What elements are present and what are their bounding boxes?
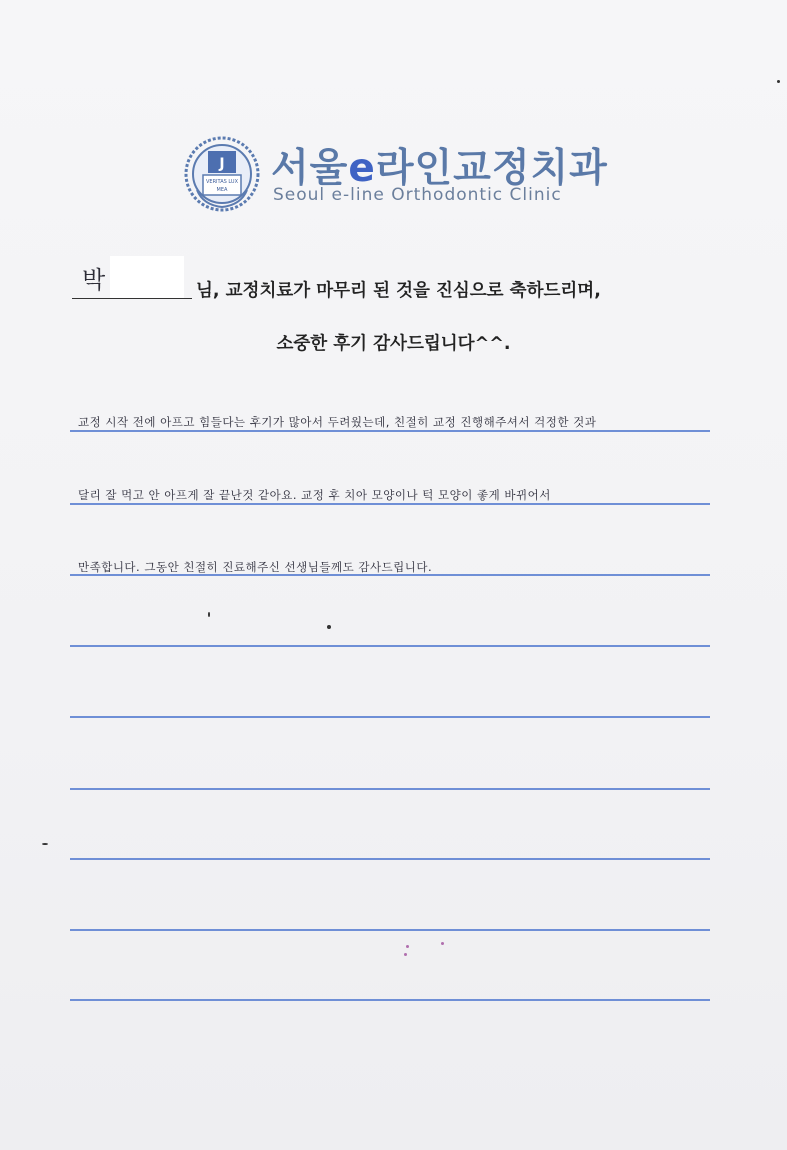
ink-dot — [208, 612, 210, 617]
ruled-line — [70, 430, 710, 432]
ink-speck — [404, 953, 407, 956]
ink-dot — [42, 843, 48, 845]
ruled-line — [70, 858, 710, 860]
greeting-text-1: 님, 교정치료가 마무리 된 것을 진심으로 축하드리며, — [196, 281, 601, 301]
ink-speck — [441, 942, 444, 945]
name-redaction — [110, 256, 184, 298]
review-text-line: 교정 시작 전에 아프고 힘들다는 후기가 많아서 두려웠는데, 친절히 교정 진행해주셔서 걱정한 것과 — [78, 415, 597, 429]
svg-text:VERITAS LUX: VERITAS LUX — [206, 179, 238, 185]
svg-text:MEA: MEA — [216, 187, 228, 193]
clinic-emblem-icon — [183, 135, 261, 213]
ruled-line — [70, 788, 710, 790]
ruled-line — [70, 503, 710, 505]
clinic-name-korean: 서울e라인교정치과 — [271, 146, 608, 191]
ruled-line — [70, 999, 710, 1001]
ruled-line — [70, 929, 710, 931]
ink-dot — [327, 625, 331, 629]
clinic-name-english: Seoul e-line Orthodontic Clinic — [273, 185, 562, 205]
name-underline — [72, 298, 192, 299]
greeting-text-2: 소중한 후기 감사드립니다^^. — [276, 334, 511, 354]
ruled-line — [70, 716, 710, 718]
patient-name-handwritten: 박 — [82, 266, 106, 294]
ink-speck — [406, 945, 409, 948]
greeting-line-1 — [72, 260, 712, 300]
ink-dot — [777, 80, 780, 83]
ruled-line — [70, 574, 710, 576]
svg-text:J: J — [219, 156, 225, 172]
review-text-line: 만족합니다. 그동안 친절히 진료해주신 선생님들께도 감사드립니다. — [78, 560, 433, 574]
clinic-logo — [183, 135, 608, 215]
ruled-line — [70, 645, 710, 647]
review-text-line: 달리 잘 먹고 안 아프게 잘 끝난것 같아요. 교정 후 치아 모양이나 턱 모양이 좋게 바뀌어서 — [78, 488, 551, 502]
